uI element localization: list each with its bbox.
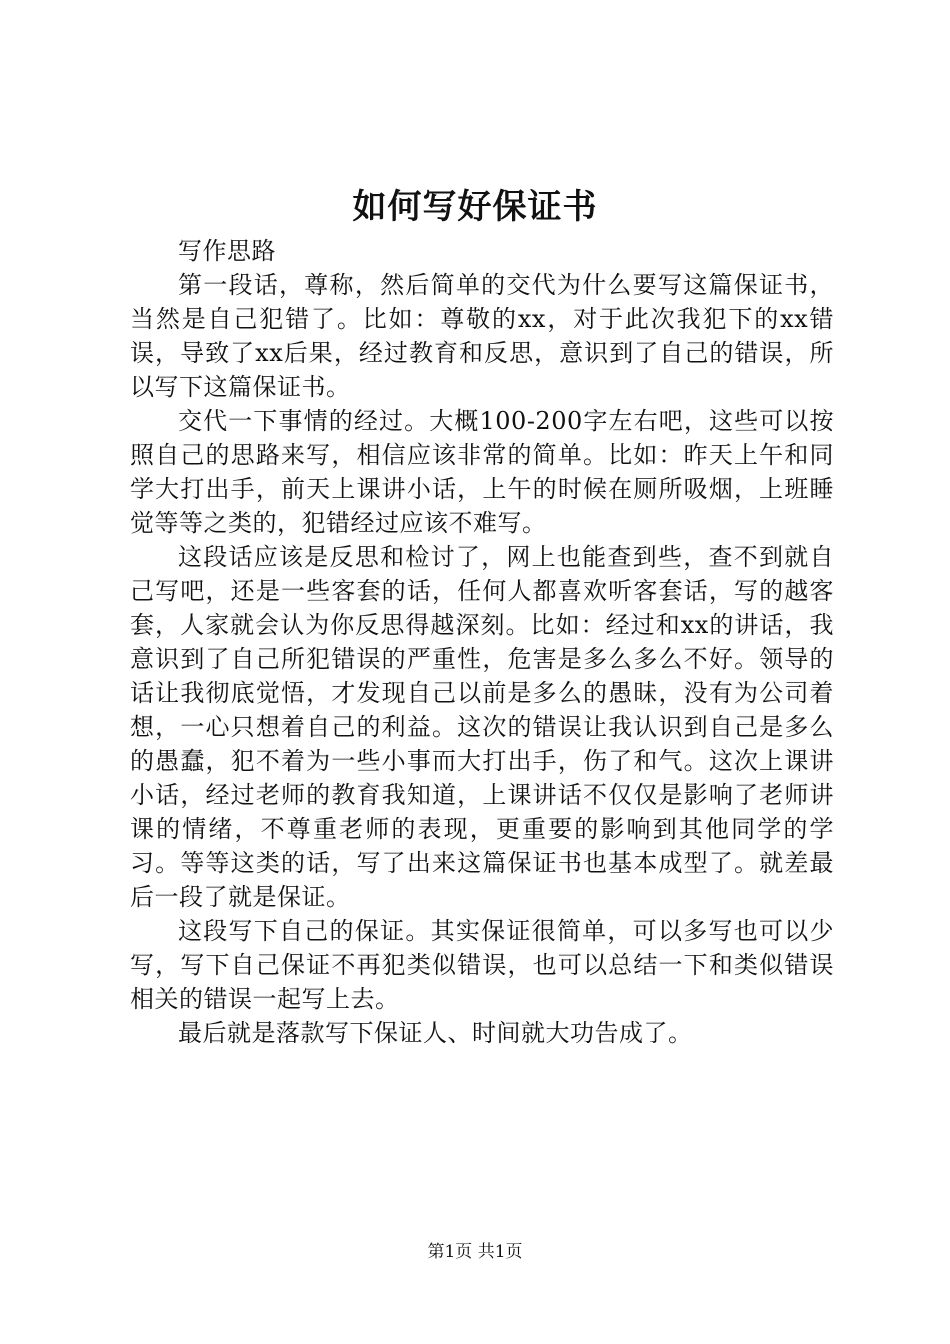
paragraph-1: 第一段话，尊称，然后简单的交代为什么要写这篇保证书，当然是自己犯错了。比如：尊敬的xx，对于此次我犯下的xx错误，导致了xx后果，经过教育和反思，意识到了自己的错误，所以写下这篇保证书。 xyxy=(130,271,834,401)
paragraph-heading: 写作思路 xyxy=(178,237,276,265)
paragraph-4: 这段写下自己的保证。其实保证很简单，可以多写也可以少写，写下自己保证不再犯类似错误，也可以总结一下和类似错误相关的错误一起写上去。 xyxy=(130,917,834,1013)
paragraph-3: 这段话应该是反思和检讨了，网上也能查到些，查不到就自己写吧，还是一些客套的话，任何人都喜欢听客套话，写的越客套，人家就会认为你反思得越深刻。比如：经过和xx的讲话，我意识到了自己所犯错误的严重性，危害是多么多么不好。领导的话让我彻底觉悟，才发现自己以前是多么的愚昧，没有为公司着想，一心只想着自己的利益。这次的错误让我认识到自己是多么的愚蠢，犯不着为一些小事而大打出手，伤了和气。这次上课讲小话，经过老师的教育我知道，上课讲话不仅仅是影响了老师讲课的情绪，不尊重老师的表现，更重要的影响到其他同学的学习。等等这类的话，写了出来这篇保证书也基本成型了。就差最后一段了就是保证。 xyxy=(130,543,834,911)
document-title: 如何写好保证书 xyxy=(352,187,598,227)
page-footer: 第1页 共1页 xyxy=(427,1242,523,1262)
paragraph-2: 交代一下事情的经过。大概100-200字左右吧，这些可以按照自己的思路来写，相信应该非常的简单。比如：昨天上午和同学大打出手，前天上课讲小话，上午的时候在厕所吸烟，上班睡觉等等之类的，犯错经过应该不难写。 xyxy=(130,407,834,537)
document-body xyxy=(130,234,834,1050)
paragraph-5: 最后就是落款写下保证人、时间就大功告成了。 xyxy=(178,1019,693,1047)
